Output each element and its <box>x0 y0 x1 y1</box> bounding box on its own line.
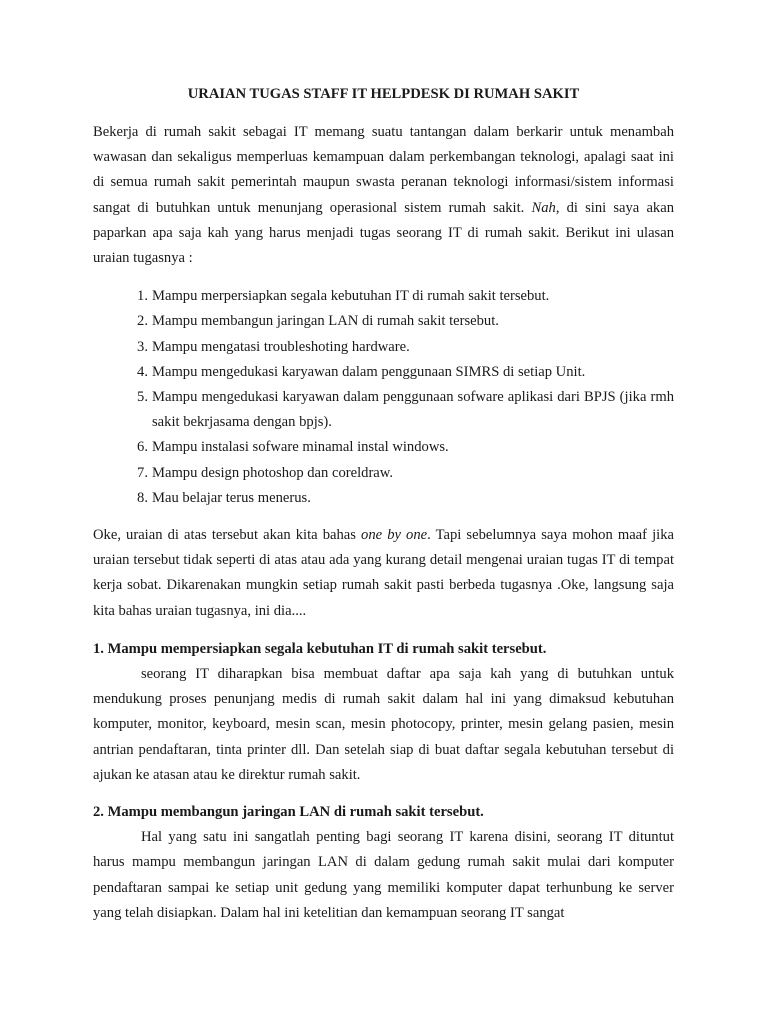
followup-text-part2: . Tapi sebelumnya saya mohon maaf jika uraian tersebut tidak seperti di atas atau ada yang kurang detail mengenai uraian tugas IT di tempat kerja sobat. Dikarenakan mungkin setiap rumah sakit pasti berbeda tugasnya .Oke, langsung saja kita bahas uraian tugasnya, ini dia.... <box>93 527 674 619</box>
task-item <box>137 335 674 360</box>
intro-text-part1: Bekerja di rumah sakit sebagai IT memang suatu tantangan dalam berkarir untuk menambah wawasan dan sekaligus memperluas kemampuan dalam perkembangan teknologi, apalagi saat ini di semua rumah sakit pemerintah maupun swasta peranan teknologi informasi/sistem informasi sangat di butuhkan untuk menunjang operasional sistem rumah sakit. <box>93 124 674 216</box>
task-number: 6. <box>137 439 148 456</box>
section-2 <box>93 800 674 926</box>
intro-italic-word: Nah <box>531 199 556 216</box>
section-body: seorang IT diharapkan bisa membuat daftar apa saja kah yang di butuhkan untuk mendukung proses penunjang medis di rumah sakit dalam hal ini yang dimaksud kebutuhan komputer, monitor, keyboard, mesin scan, mesin photocopy, printer, mesin gelang pasien, mesin antrian pendaftaran, tinta printer dll. Dan setelah siap di buat daftar segala kebutuhan tersebut di ajukan ke atasan atau ke direktur rumah sakit. <box>93 666 674 783</box>
section-heading: 2. Mampu membangun jaringan LAN di rumah sakit tersebut. <box>93 804 484 821</box>
task-item <box>137 435 674 460</box>
task-number: 8. <box>137 489 148 506</box>
task-text: Mampu instalasi sofware minamal instal windows. <box>152 439 449 456</box>
document-title: URAIAN TUGAS STAFF IT HELPDESK DI RUMAH SAKIT <box>187 86 580 102</box>
section-heading: 1. Mampu mempersiapkan segala kebutuhan IT di rumah sakit tersebut. <box>93 640 547 657</box>
followup-text-part1: Oke, uraian di atas tersebut akan kita bahas <box>93 527 362 544</box>
task-number: 1. <box>137 288 148 305</box>
followup-paragraph <box>93 523 674 624</box>
task-number: 4. <box>137 363 148 380</box>
task-number: 2. <box>137 313 148 330</box>
section-1 <box>93 637 674 788</box>
task-number: 3. <box>137 338 148 355</box>
followup-italic-phrase: one by one <box>361 527 428 544</box>
task-list <box>93 284 674 511</box>
task-text: Mampu mengatasi troubleshoting hardware. <box>152 338 410 355</box>
section-body: Hal yang satu ini sangatlah penting bagi seorang IT karena disini, seorang IT dituntut harus mampu membangun jaringan LAN di dalam gedung rumah sakit mulai dari komputer pendaftaran sampai ke setiap unit gedung yang memiliki komputer dapat terhunbung ke server yang telah disiapkan. Dalam hal ini ketelitian dan kemampuan seorang IT sangat <box>93 829 674 921</box>
task-text: Mampu mengedukasi karyawan dalam penggunaan sofware aplikasi dari BPJS (jika rmh sakit bekrjasama dengan bpjs). <box>152 389 674 431</box>
intro-paragraph <box>93 120 674 271</box>
task-item <box>137 309 674 334</box>
task-item <box>137 486 674 511</box>
task-text: Mampu mengedukasi karyawan dalam penggunaan SIMRS di setiap Unit. <box>152 363 586 380</box>
task-number: 5. <box>137 389 148 406</box>
task-text: Mampu membangun jaringan LAN di rumah sakit tersebut. <box>152 313 499 330</box>
task-text: Mau belajar terus menerus. <box>152 489 311 506</box>
task-text: Mampu merpersiapkan segala kebutuhan IT di rumah sakit tersebut. <box>152 288 550 305</box>
task-item <box>137 284 674 309</box>
task-item <box>137 360 674 385</box>
task-item <box>137 461 674 486</box>
task-item <box>137 385 674 435</box>
intro-text-part2: , di sini saya akan paparkan apa saja kah yang harus menjadi tugas seorang IT di rumah sakit. Berikut ini ulasan uraian tugasnya : <box>93 199 674 267</box>
task-number: 7. <box>137 464 148 481</box>
task-text: Mampu design photoshop dan coreldraw. <box>152 464 394 481</box>
